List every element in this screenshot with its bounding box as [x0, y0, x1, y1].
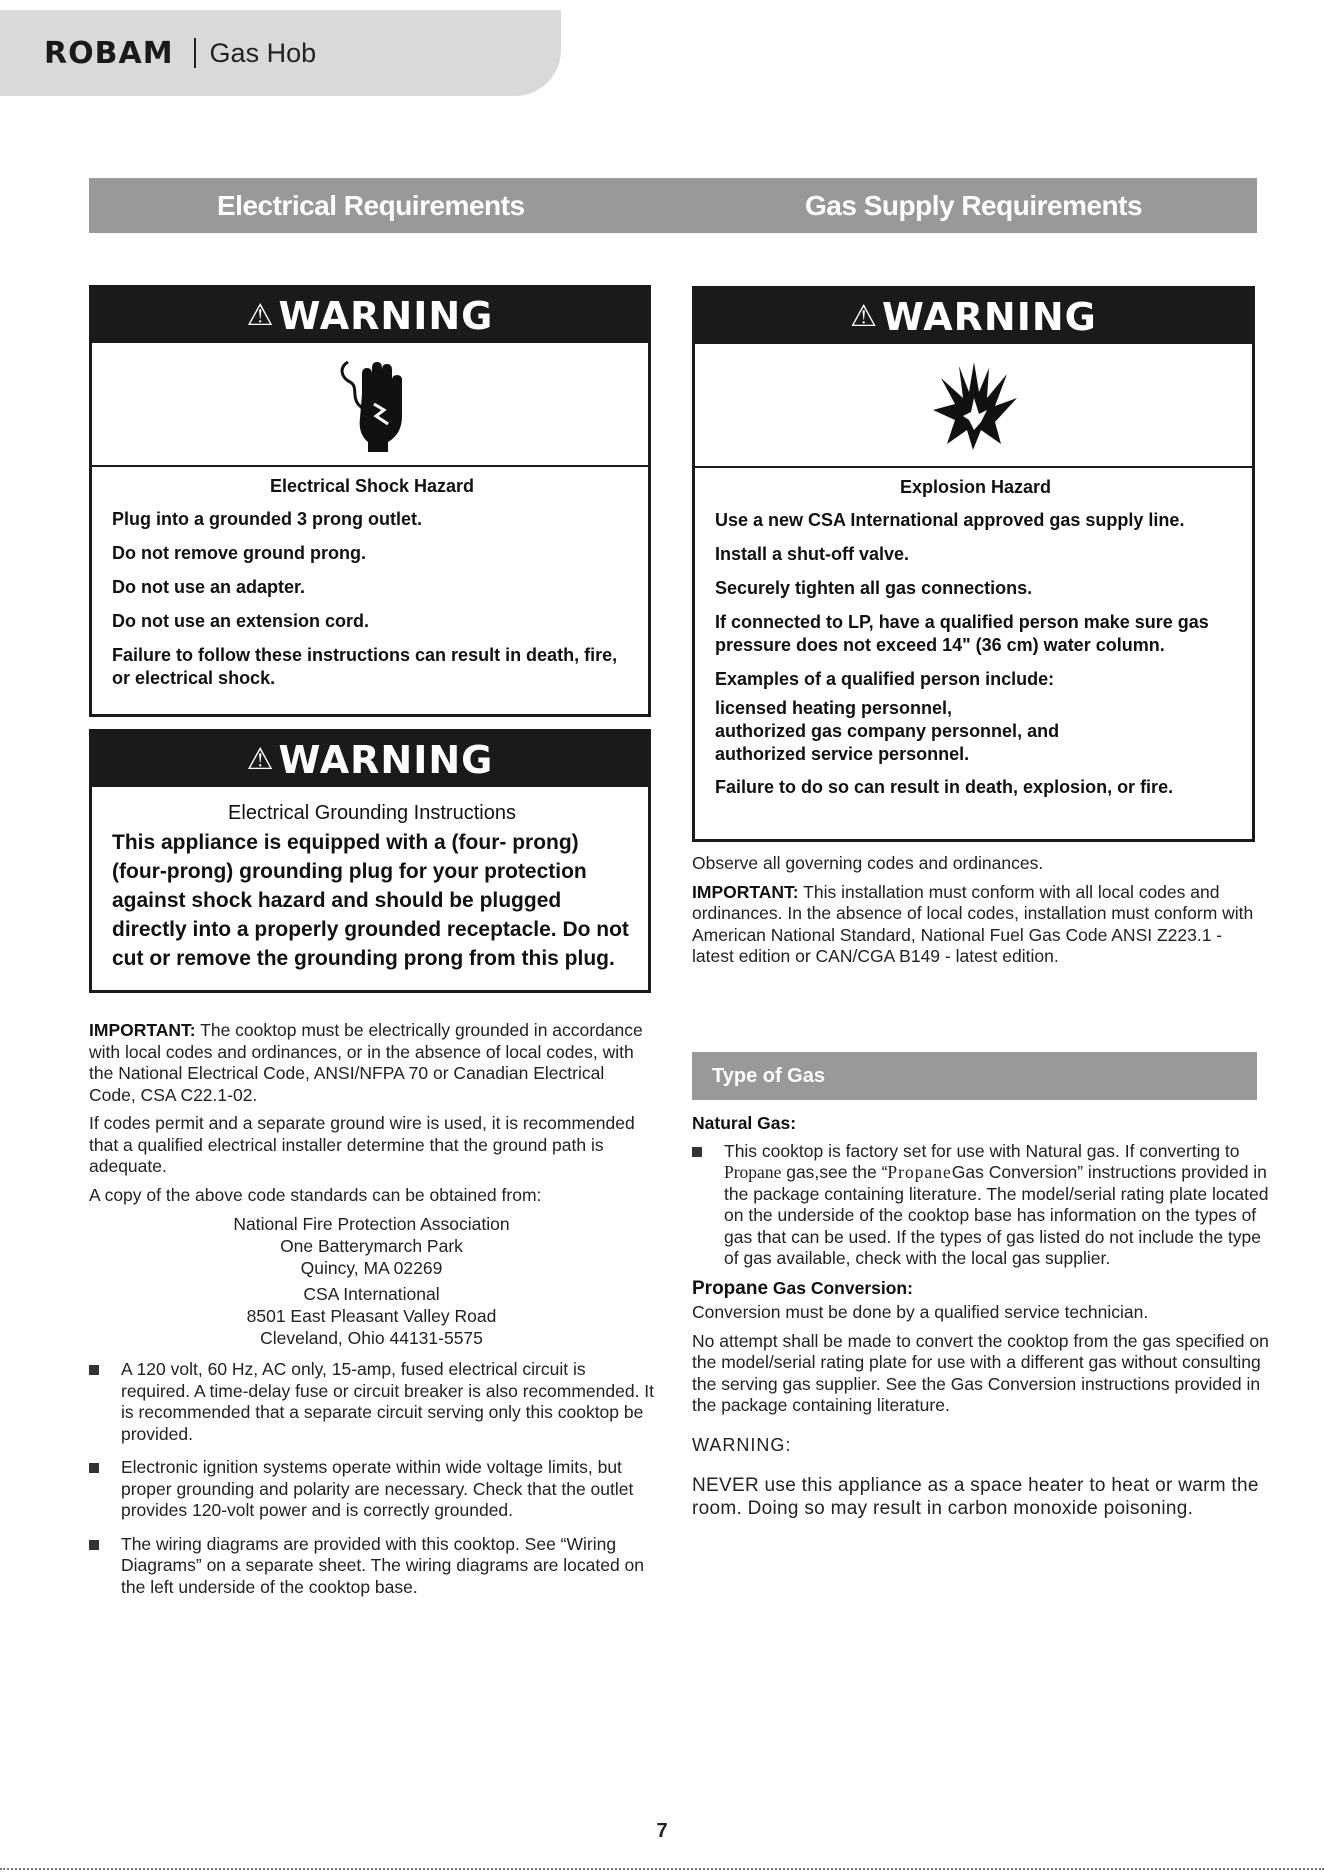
never-warning: NEVER use this appliance as a space heater to heat or warm the room. Doing so may result in carbon monoxide poisoning. [692, 1475, 1259, 1519]
important-text: The cooktop must be electrically grounded in accordance with local codes and ordinances, or in the absence of local codes, with the National Electrical Code, ANSI/NFPA 70 or Canadian Electrical Code, CSA C22.1-02. [89, 1020, 643, 1105]
warning-header [92, 732, 648, 787]
warning-line: Do not remove ground prong. [112, 543, 366, 563]
list-item [692, 1141, 1272, 1270]
warning-line: If connected to LP, have a qualified person make sure gas pressure does not exceed 14" (36 cm) water column. [715, 612, 1209, 655]
warning-line: Failure to do so can result in death, explosion, or fire. [715, 777, 1174, 797]
warning-line: Failure to follow these instructions can result in death, fire, or electrical shock. [112, 645, 618, 688]
propane-label: Propane [692, 1277, 769, 1299]
propane-conversion-heading [692, 1278, 1272, 1300]
paragraph: If codes permit and a separate ground wire is used, it is recommended that a qualified electrical installer determine that the ground path is adequate. [89, 1113, 635, 1176]
warning-label: WARNING [882, 294, 1097, 339]
warning-triangle-icon: ⚠ [246, 298, 275, 333]
warning-line: Do not use an extension cord. [112, 611, 370, 631]
list-item: A 120 volt, 60 Hz, AC only, 15-amp, fused electrical circuit is required. A time-delay fuse or circuit breaker is also recommended. It is recommended that a separate circuit serving only this cooktop be provided. [89, 1359, 654, 1445]
header-divider [194, 38, 196, 68]
important-label: IMPORTANT: [692, 881, 799, 902]
shock-icon-area [92, 343, 648, 467]
section-gas-title: Gas Supply Requirements [689, 178, 1257, 233]
warning-line: authorized gas company personnel, and [715, 721, 1060, 741]
important-label: IMPORTANT: [89, 1020, 196, 1040]
natural-text-c: Gas Conversion” instructions provided in the package containing literature. The model/serial rating plate located on the underside of the cooktop base has information on the types of gas that can be used. If the types of gas listed do not include the type of gas available, check with the local gas supplier. [724, 1162, 1269, 1268]
natural-gas-label: Natural Gas: [692, 1113, 797, 1133]
product-name: Gas Hob [209, 37, 317, 68]
type-of-gas-title: Type of Gas [692, 1052, 1257, 1100]
natural-text-a: This cooktop is factory set for use with Natural gas. If converting to [724, 1140, 1240, 1161]
warning-line: Use a new CSA International approved gas supply line. [715, 510, 1185, 530]
warning-line: Install a shut-off valve. [715, 544, 910, 564]
explosion-icon-area [695, 344, 1252, 468]
electrical-bullet-list [89, 1359, 654, 1598]
observe-line: Observe all governing codes and ordinances. [692, 853, 1044, 873]
header-tab [0, 10, 561, 96]
natural-gas-list [692, 1141, 1272, 1270]
address-line: CSA International [303, 1284, 440, 1304]
brand-logo: ROBAM [44, 35, 174, 71]
section-electrical-title: Electrical Requirements [89, 178, 689, 233]
grounding-title: Electrical Grounding Instructions [228, 802, 516, 824]
natural-propane-1: Propane [724, 1162, 782, 1182]
electrical-warning-body [92, 467, 648, 711]
warning-triangle-icon: ⚠ [850, 299, 879, 334]
grounding-warning [89, 729, 651, 993]
warning-line: Examples of a qualified person include: [715, 669, 1055, 689]
warning-line: Securely tighten all gas connections. [715, 578, 1033, 598]
address-nfpa [89, 1213, 654, 1279]
natural-text-b: gas,see the “ [781, 1162, 888, 1182]
page-number: 7 [656, 1820, 668, 1842]
explosion-warning [692, 286, 1255, 842]
address-csa [89, 1283, 654, 1349]
important-paragraph [692, 882, 1257, 968]
warning-title: Electrical Shock Hazard [269, 476, 475, 496]
grounding-body [92, 787, 648, 973]
small-warning-label: WARNING: [692, 1434, 792, 1455]
footer-divider [0, 1868, 1324, 1870]
list-item: The wiring diagrams are provided with this cooktop. See “Wiring Diagrams” on a separate sheet. The wiring diagrams are located on the left underside of the cooktop base. [89, 1534, 654, 1599]
important-text: This installation must conform with all local codes and ordinances. In the absence of local codes, installation must conform with American National Standard, National Fuel Gas Code ANSI Z223.1 - latest edition or CAN/CGA B149 - latest edition. [692, 881, 1254, 966]
gas-warning-body [695, 468, 1252, 820]
propane-label-2: Gas Conversion: [768, 1277, 913, 1298]
address-line: National Fire Protection Association [233, 1214, 510, 1234]
gas-codes-text [692, 853, 1257, 975]
warning-line: authorized service personnel. [715, 744, 970, 764]
warning-line: licensed heating personnel, [715, 698, 953, 718]
grounding-text: This appliance is equipped with a (four- prong) (four-prong) grounding plug for your protection against shock hazard and should be plugged directly into a properly grounded receptacle. Do not cut or remove the grounding prong from this plug. [112, 831, 629, 970]
electrical-shock-warning [89, 285, 651, 717]
paragraph: Conversion must be done by a qualified service technician. [692, 1302, 1149, 1322]
paragraph: A copy of the above code standards can be obtained from: [89, 1184, 542, 1205]
electric-shock-hand-icon [330, 354, 410, 454]
warning-header [92, 288, 648, 343]
explosion-icon [929, 358, 1019, 452]
electrical-text [89, 1020, 654, 1610]
warning-line: Do not use an adapter. [112, 577, 306, 597]
warning-title: Explosion Hazard [899, 477, 1052, 497]
list-item: Electronic ignition systems operate within wide voltage limits, but proper grounding and polarity are necessary. Check that the outlet provides 120-volt power and is correctly grounded. [89, 1457, 654, 1522]
important-paragraph [89, 1020, 654, 1106]
warning-header [695, 289, 1252, 344]
warning-label: WARNING [278, 293, 494, 338]
warning-triangle-icon: ⚠ [246, 742, 275, 777]
address-line: Quincy, MA 02269 [300, 1258, 443, 1278]
natural-propane-2: Propane [887, 1162, 952, 1182]
warning-label: WARNING [278, 737, 494, 782]
gas-type-text [692, 1113, 1272, 1527]
address-line: 8501 East Pleasant Valley Road [246, 1306, 497, 1326]
address-line: One Batterymarch Park [280, 1236, 463, 1256]
warning-line: Plug into a grounded 3 prong outlet. [112, 509, 422, 529]
paragraph: No attempt shall be made to convert the cooktop from the gas specified on the model/serial rating plate for use with a different gas without consulting the serving gas supplier. See the Gas Conversion instructions provided in the package containing literature. [692, 1330, 1269, 1415]
address-line: Cleveland, Ohio 44131-5575 [260, 1328, 483, 1348]
